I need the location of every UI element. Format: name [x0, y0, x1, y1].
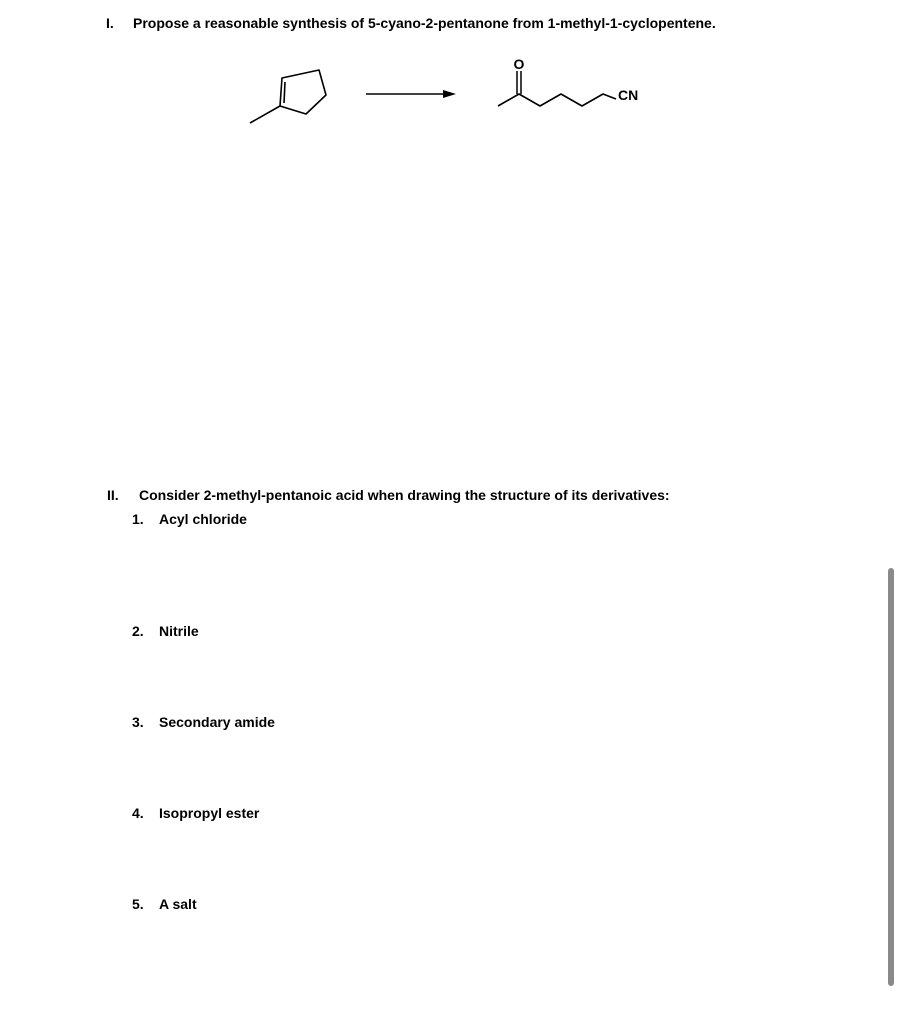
derivative-salt: A salt	[159, 896, 197, 912]
section-1-numeral: I.	[106, 15, 114, 31]
section-1-question: Propose a reasonable synthesis of 5-cyano-2-pentanone from 1-methyl-1-cyclopentene.	[133, 15, 716, 31]
list-item-number: 1.	[132, 511, 144, 527]
derivative-acyl-chloride: Acyl chloride	[159, 511, 247, 527]
nitrile-cn-label: CN	[618, 87, 639, 103]
methylcyclopentene-structure	[250, 70, 326, 123]
section-2-question: Consider 2-methyl-pentanoic acid when drawing the structure of its derivatives:	[139, 487, 670, 503]
carbonyl-oxygen-label: O	[513, 56, 525, 72]
list-item-number: 3.	[132, 714, 144, 730]
section-2-numeral: II.	[107, 487, 119, 503]
derivative-secondary-amide: Secondary amide	[159, 714, 275, 730]
reaction-arrow	[366, 90, 456, 98]
derivative-isopropyl-ester: Isopropyl ester	[159, 805, 260, 821]
derivative-nitrile: Nitrile	[159, 623, 199, 639]
list-item-number: 5.	[132, 896, 144, 912]
vertical-scrollbar[interactable]	[888, 568, 894, 986]
list-item-number: 2.	[132, 623, 144, 639]
list-item-number: 4.	[132, 805, 144, 821]
cyano-pentanone-structure	[498, 56, 638, 106]
reaction-scheme	[240, 50, 670, 140]
